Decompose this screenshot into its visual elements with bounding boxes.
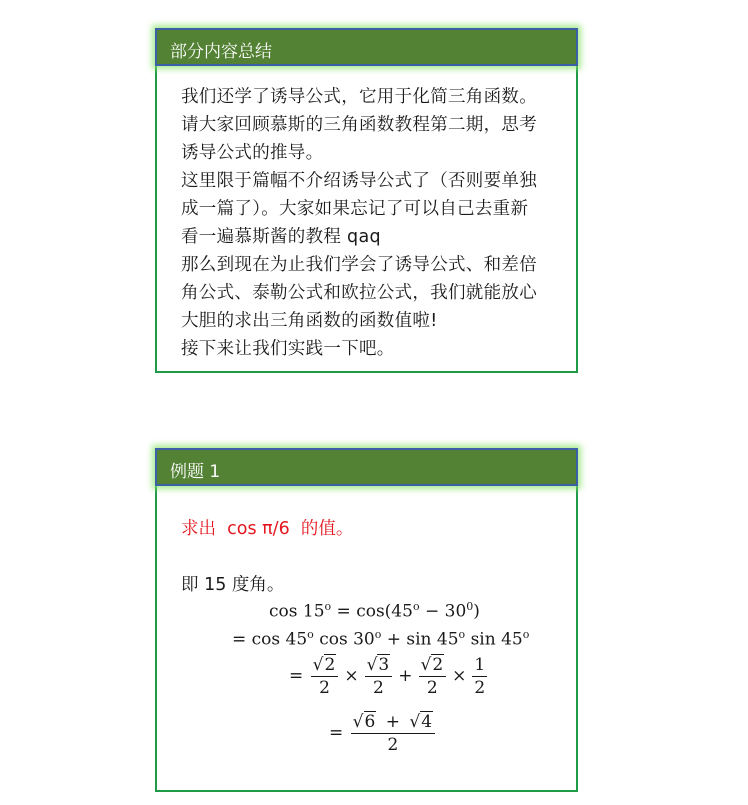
eq2-c: + sin 45 bbox=[381, 629, 459, 650]
summary-card-title: 部分内容总结 bbox=[170, 42, 272, 62]
numerator: 1 bbox=[474, 655, 486, 675]
denominator: 2 bbox=[319, 678, 330, 698]
eq1-close: ) bbox=[473, 601, 480, 622]
fraction-sqrt2-over-2 bbox=[311, 655, 339, 698]
denominator: 2 bbox=[373, 678, 384, 698]
summary-line: 请大家回顾慕斯的三角函数教程第二期，思考 bbox=[181, 115, 537, 135]
equation-line-1 bbox=[269, 600, 480, 622]
sqrt-symbol: √ bbox=[366, 655, 378, 675]
summary-line: 这里限于篇幅不介绍诱导公式了（否则要单独 bbox=[181, 171, 537, 191]
equation-line-3 bbox=[289, 655, 489, 698]
eq2-d: sin 45 bbox=[465, 629, 523, 650]
question-prefix: 求出 bbox=[181, 519, 216, 539]
eq2-b: cos 30 bbox=[313, 629, 375, 650]
example-question bbox=[181, 515, 353, 540]
eq2-a: = cos 45 bbox=[232, 629, 308, 650]
eq1-lhs: cos 15 bbox=[269, 601, 325, 622]
superscript-zero: 0 bbox=[466, 600, 474, 613]
times-sign: × bbox=[344, 666, 359, 686]
sqrt-symbol: √ bbox=[420, 655, 432, 675]
summary-card-header bbox=[155, 28, 578, 66]
summary-line: 接下来让我们实践一下吧。 bbox=[181, 339, 395, 359]
degree-mark: o bbox=[324, 600, 332, 613]
summary-line: 我们还学了诱导公式，它用于化简三角函数。 bbox=[181, 87, 537, 107]
radicand: 3 bbox=[378, 655, 390, 675]
times-sign: × bbox=[452, 666, 467, 686]
summary-line: 大胆的求出三角函数的函数值啦! bbox=[181, 311, 438, 331]
eq1-rhs-b: − 30 bbox=[419, 601, 467, 622]
radicand: 2 bbox=[324, 655, 336, 675]
summary-card-body bbox=[181, 83, 566, 363]
equation-line-4 bbox=[329, 712, 437, 755]
summary-line: 成一篇了）。大家如果忘记了可以自己去重新 bbox=[181, 199, 529, 219]
fraction-1-over-2 bbox=[472, 655, 487, 698]
equation-line-2 bbox=[232, 628, 529, 650]
fraction-final bbox=[351, 712, 435, 755]
example-card bbox=[155, 448, 578, 792]
fraction-sqrt3-over-2 bbox=[365, 655, 393, 698]
question-suffix: 的值。 bbox=[300, 519, 354, 539]
fraction-sqrt2-over-2 bbox=[419, 655, 447, 698]
degree-mark: o bbox=[307, 628, 314, 641]
degree-mark: o bbox=[374, 628, 382, 641]
summary-line: 看一遍慕斯酱的教程 qaq bbox=[181, 227, 381, 247]
eq1-rhs-a: = cos(45 bbox=[336, 601, 413, 622]
summary-line: 诱导公式的推导。 bbox=[181, 143, 324, 163]
equals-sign: = bbox=[289, 666, 304, 686]
denominator: 2 bbox=[426, 678, 438, 698]
answer-intro: 即 15 度角。 bbox=[181, 575, 285, 595]
degree-mark: o bbox=[522, 628, 530, 641]
equals-sign: = bbox=[329, 723, 344, 743]
radicand: 2 bbox=[432, 655, 444, 675]
example-card-title: 例题 1 bbox=[170, 462, 221, 482]
plus-sign: + bbox=[385, 712, 400, 732]
plus-sign: + bbox=[398, 666, 413, 686]
sqrt-symbol: √ bbox=[312, 655, 324, 675]
summary-line: 那么到现在为止我们学会了诱导公式、和差倍 bbox=[181, 255, 537, 275]
degree-mark: o bbox=[412, 600, 420, 613]
radicand: 4 bbox=[421, 712, 433, 732]
degree-mark: o bbox=[458, 628, 466, 641]
sqrt-symbol: √ bbox=[352, 712, 364, 732]
summary-line: 角公式、泰勒公式和欧拉公式，我们就能放心 bbox=[181, 283, 537, 303]
sqrt-symbol: √ bbox=[409, 712, 421, 732]
denominator: 2 bbox=[474, 678, 486, 698]
example-card-header bbox=[155, 448, 578, 486]
denominator: 2 bbox=[387, 735, 399, 755]
radicand: 6 bbox=[364, 712, 376, 732]
summary-card bbox=[155, 28, 578, 373]
question-math: cos π/6 bbox=[227, 519, 290, 539]
